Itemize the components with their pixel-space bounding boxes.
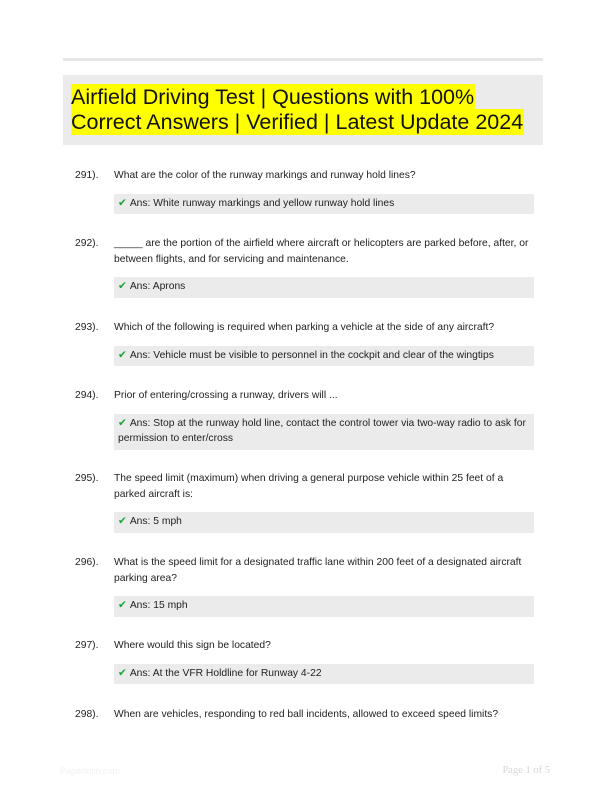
- question-text: _____ are the portion of the airfield where aircraft or helicopters are parked before, after, or between flights, and for servicing and maintenance.: [114, 238, 529, 265]
- qa-item-292: [75, 236, 543, 298]
- answer-box: [114, 596, 534, 617]
- qa-item-298: [75, 707, 543, 723]
- answer-text: Ans: 15 mph: [129, 600, 188, 611]
- qa-item-294: [75, 388, 543, 450]
- qa-item-293: [75, 320, 543, 366]
- top-divider: [63, 58, 543, 61]
- check-icon: ✔: [118, 416, 127, 429]
- question-number: 295).: [75, 473, 99, 484]
- question-number: 296).: [75, 557, 99, 568]
- page-indicator: Page 1 of 5: [502, 765, 550, 776]
- footer-watermark: Paperfolio.com: [60, 766, 121, 776]
- question-text: The speed limit (maximum) when driving a general purpose vehicle within 25 feet of a parked aircraft is:: [114, 473, 504, 500]
- qa-item-297: [75, 638, 543, 684]
- title-line-1: Airfield Driving Test | Questions with 100%: [71, 85, 475, 109]
- answer-box: [114, 664, 534, 685]
- qa-item-291: [75, 168, 543, 214]
- answer-text: Ans: 5 mph: [129, 516, 182, 527]
- answer-text: Ans: Vehicle must be visible to personnel in the cockpit and clear of the wingtips: [129, 349, 494, 361]
- title-banner: [63, 75, 543, 145]
- question-text: What are the color of the runway markings and runway hold lines?: [114, 170, 416, 181]
- check-icon: ✔: [118, 280, 127, 292]
- answer-text: Ans: Stop at the runway hold line, contact the control tower via two-way radio to ask for permission to enter/cross: [118, 417, 526, 444]
- answer-text: Ans: At the VFR Holdline for Runway 4-22: [129, 667, 322, 679]
- answer-box: [114, 346, 534, 367]
- answer-box: [114, 194, 534, 215]
- question-text: Where would this sign be located?: [114, 640, 271, 651]
- question-text: Which of the following is required when parking a vehicle at the side of any aircraft?: [114, 322, 495, 333]
- question-number: 294).: [75, 390, 99, 401]
- check-icon: ✔: [118, 599, 127, 611]
- question-number: 298).: [75, 709, 99, 720]
- answer-text: Ans: Aprons: [129, 281, 186, 292]
- title-line-2: Correct Answers | Verified | Latest Update 2024: [71, 110, 524, 134]
- question-text: When are vehicles, responding to red ball incidents, allowed to exceed speed limits?: [114, 709, 499, 720]
- question-text: What is the speed limit for a designated traffic lane within 200 feet of a designated aircraft parking area?: [114, 557, 522, 584]
- answer-box: [114, 414, 534, 450]
- check-icon: ✔: [118, 666, 127, 679]
- page-title: [71, 85, 524, 135]
- answer-box: [114, 277, 534, 298]
- question-number: 291).: [75, 170, 99, 181]
- question-text: Prior of entering/crossing a runway, drivers will ...: [114, 390, 338, 401]
- answer-box: [114, 512, 534, 533]
- check-icon: ✔: [118, 196, 127, 209]
- qa-item-296: [75, 555, 543, 617]
- question-number: 293).: [75, 322, 99, 333]
- qa-item-295: [75, 471, 543, 533]
- answer-text: Ans: White runway markings and yellow runway hold lines: [129, 197, 395, 209]
- check-icon: ✔: [118, 348, 127, 361]
- check-icon: ✔: [118, 515, 127, 527]
- question-number: 292).: [75, 238, 99, 249]
- question-number: 297).: [75, 640, 99, 651]
